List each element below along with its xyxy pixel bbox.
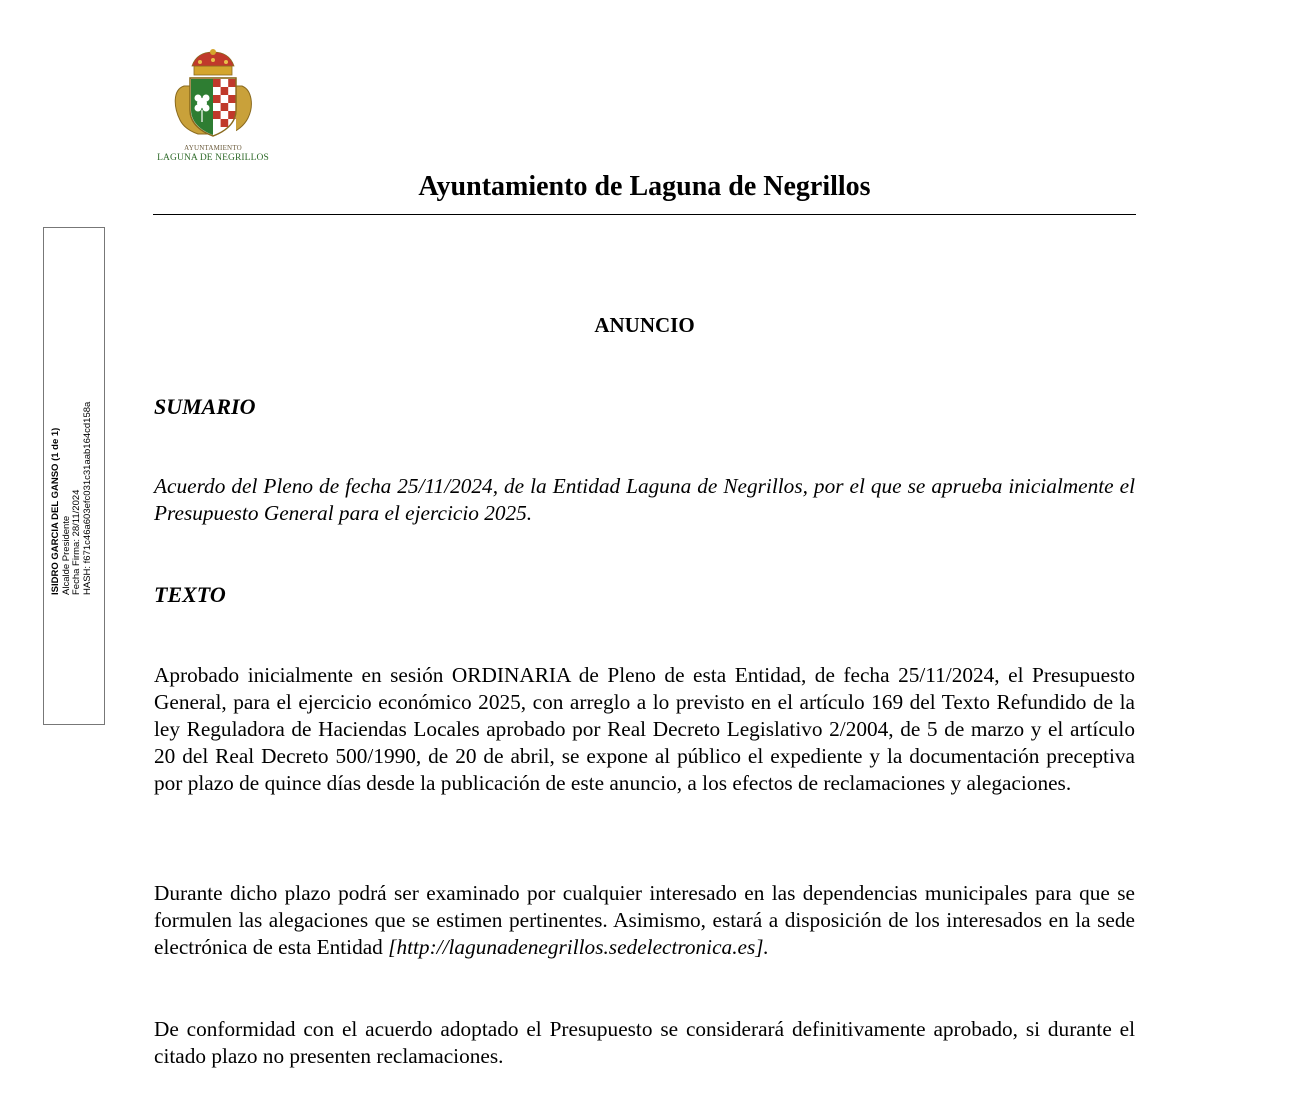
signature-hash: HASH: f671c46a603efc031c31aab164cd158a bbox=[81, 401, 93, 595]
paragraph-2-text: Durante dicho plazo podrá ser examinado por cualquier interesado en las dependencias municipales para que se formulen las alegaciones que se estimen pertinentes. Asimismo, estará a disposición de los interesados en la sede electrónica de esta Entidad bbox=[154, 881, 1135, 959]
texto-heading: TEXTO bbox=[154, 582, 226, 607]
sumario-paragraph: Acuerdo del Pleno de fecha 25/11/2024, de la Entidad Laguna de Negrillos, por el que se aprueba inicialmente el Presupuesto General para el ejercicio 2025. bbox=[154, 474, 1135, 525]
signature-date: Fecha Firma: 28/11/2024 bbox=[71, 489, 82, 595]
municipal-coat-of-arms-logo bbox=[152, 48, 274, 166]
signer-role: Alcalde Presidente bbox=[60, 515, 72, 595]
coat-of-arms-icon bbox=[152, 48, 274, 143]
sede-electronica-link[interactable]: [http://lagunadenegrillos.sedelectronica.es]. bbox=[388, 935, 769, 959]
page-title: Ayuntamiento de Laguna de Negrillos bbox=[418, 171, 871, 202]
sumario-heading: SUMARIO bbox=[154, 394, 256, 419]
signature-stamp bbox=[51, 355, 93, 595]
logo-caption-municipality: LAGUNA DE NEGRILLOS bbox=[157, 153, 269, 163]
document-heading: ANUNCIO bbox=[594, 313, 695, 337]
logo-caption-ayuntamiento: AYUNTAMIENTO bbox=[184, 144, 242, 152]
body-paragraph-3: De conformidad con el acuerdo adoptado el Presupuesto se considerará definitivamente aprobado, si durante el citado plazo no presenten reclamaciones. bbox=[154, 1017, 1135, 1068]
signer-name: ISIDRO GARCIA DEL GANSO (1 de 1) bbox=[50, 427, 61, 595]
body-paragraph-2 bbox=[154, 880, 1135, 961]
header-divider bbox=[153, 214, 1136, 215]
body-paragraph-1: Aprobado inicialmente en sesión ORDINARIA de Pleno de esta Entidad, de fecha 25/11/2024, el Presupuesto General, para el ejercicio económico 2025, con arreglo a lo previsto en el artículo 169 del Texto Refundido de la ley Reguladora de Haciendas Locales aprobado por Real Decreto Legislativo 2/2004, de 5 de marzo y el artículo 20 del Real Decreto 500/1990, de 20 de abril, se expone al público el expediente y la documentación preceptiva por plazo de quince días desde la publicación de este anuncio, a los efectos de reclamaciones y alegaciones. bbox=[154, 663, 1135, 795]
